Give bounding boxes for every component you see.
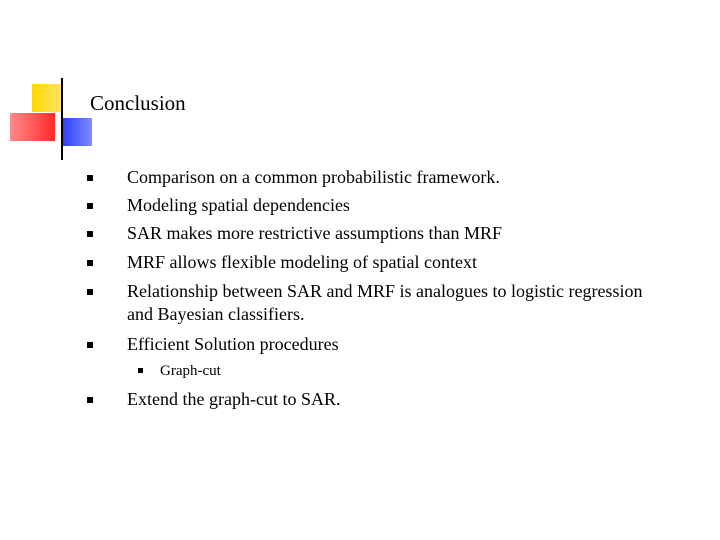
sub-bullet-square-icon — [138, 368, 143, 373]
bullet-square-icon — [87, 260, 93, 266]
bullet-text: Relationship between SAR and MRF is analogues to logistic regression and Bayesian classifiers. — [127, 281, 643, 324]
sub-bullet-item-graph-cut — [160, 361, 640, 381]
bullet-item-relationship — [127, 280, 647, 326]
bullet-text: Comparison on a common probabilistic framework. — [127, 167, 500, 187]
sub-bullet-text: Graph-cut — [160, 363, 221, 379]
bullet-item-modeling-spatial — [127, 194, 647, 217]
bullet-square-icon — [87, 175, 93, 181]
bullet-text: SAR makes more restrictive assumptions than MRF — [127, 223, 502, 243]
bullet-square-icon — [87, 342, 93, 348]
bullet-item-comparison — [127, 166, 647, 189]
bullet-text: Extend the graph-cut to SAR. — [127, 389, 341, 409]
bullet-text: MRF allows flexible modeling of spatial context — [127, 252, 477, 272]
bullet-item-sar-assumptions — [127, 222, 647, 245]
bullet-square-icon — [87, 203, 93, 209]
page-title: Conclusion — [90, 91, 186, 115]
bullet-square-icon — [87, 231, 93, 237]
bullet-square-icon — [87, 289, 93, 295]
bullet-text: Efficient Solution procedures — [127, 334, 339, 354]
bullet-text: Modeling spatial dependencies — [127, 195, 350, 215]
bullet-item-extend-graph-cut — [127, 388, 647, 411]
bullet-item-efficient-solution — [127, 333, 647, 356]
bullet-square-icon — [87, 397, 93, 403]
bullet-item-mrf-context — [127, 251, 647, 274]
